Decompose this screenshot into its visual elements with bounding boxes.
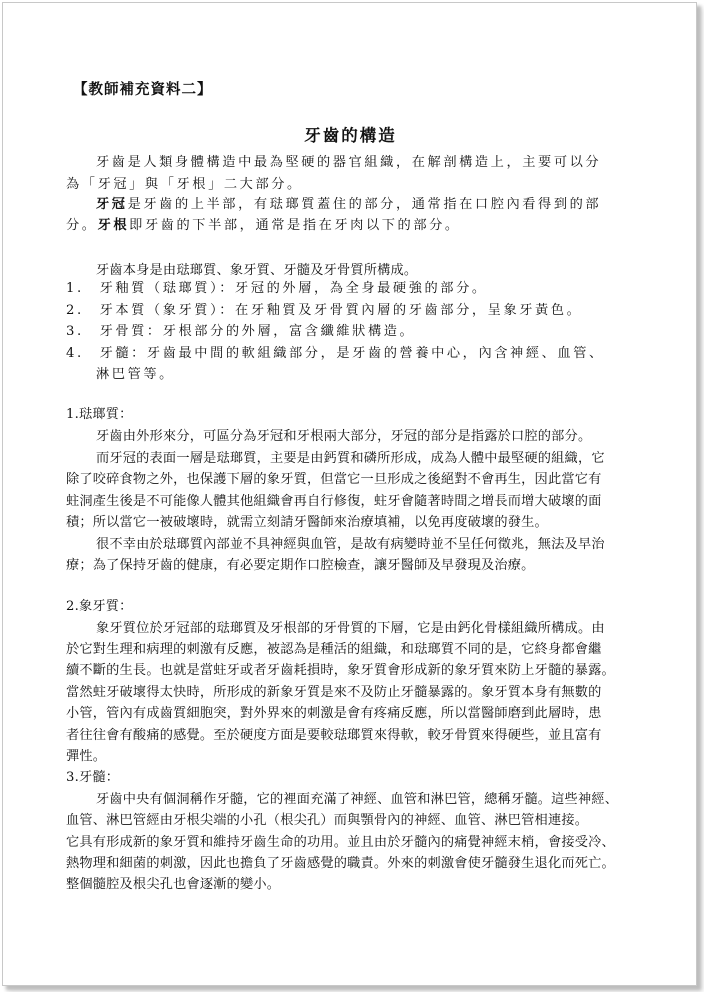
crown-definition-end: 分。: [66, 218, 98, 233]
term-crown: 牙冠: [96, 197, 128, 212]
composition-item-4-cont: 淋巴管等。: [96, 367, 175, 382]
enamel-line-4: 蛀洞產生後是不可能像人體其他組織會再自行修復，蛀牙會隨著時間之增長而增大破壞的面: [66, 494, 602, 509]
pulp-line-1: 牙齒中央有個洞稱作牙髓，它的裡面充滿了神經、血管和淋巴管，總稱牙髓。這些神經、: [96, 792, 619, 807]
composition-lead: 牙齒本身是由琺瑯質、象牙質、牙髓及牙骨質所構成。: [96, 263, 418, 278]
root-definition: 即牙齒的下半部，通常是指在牙肉以下的部分。: [129, 218, 461, 233]
pulp-line-3: 它具有形成新的象牙質和維持牙齒生命的功用。並且由於牙髓內的痛覺神經末梢，會接受冷、: [66, 835, 615, 850]
pulp-line-5: 整個髓腔及根尖孔也會逐漸的變小。: [66, 877, 281, 892]
enamel-line-1: 牙齒由外形來分，可區分為牙冠和牙根兩大部分，牙冠的部分是指露於口腔的部分。: [96, 429, 592, 444]
enamel-line-6: 很不幸由於琺瑯質內部並不具神經與血管，是故有病變時並不呈任何徵兆，無法及早治: [96, 537, 605, 552]
dentin-line-6: 者往往會有酸痛的感覺。至於硬度方面是要較琺瑯質來得軟，較牙骨質來得硬些，並且富有: [66, 728, 602, 743]
intro-line-1: 牙齒是人類身體構造中最為堅硬的器官組織，在解剖構造上，主要可以分: [96, 155, 602, 170]
section-dentin-heading: 2.象牙質：: [66, 599, 133, 614]
page-title: 牙齒的構造: [304, 126, 397, 145]
intro-crown-line: [96, 196, 601, 214]
enamel-line-2: 而牙冠的表面一層是琺瑯質，主要是由鈣質和磷所形成，成為人體中最堅硬的組織，它: [96, 451, 605, 466]
pulp-line-2: 血管、淋巴管經由牙根尖端的小孔（根尖孔）而與顎骨內的神經、血管、淋巴管相連接。: [66, 813, 589, 828]
composition-item-2: 2. 牙本質（象牙質）：在牙釉質及牙骨質內層的牙齒部分，呈象牙黃色。: [66, 303, 583, 318]
term-root: 牙根: [97, 218, 130, 233]
dentin-line-5: 小管，管內有成齒質細胞突，對外界來的刺激是會有疼痛反應，所以當醫師磨到此層時，患: [66, 706, 602, 721]
intro-root-line: [66, 217, 461, 235]
supplement-header: 【教師補充資料二】: [73, 81, 213, 98]
dentin-line-2: 於它對生理和病理的刺激有反應，被認為是種活的組織，和琺瑯質不同的是，它終身都會繼: [66, 642, 602, 657]
enamel-line-5: 積；所以當它一被破壞時，就需立刻請牙醫師來治療填補，以免再度破壞的發生。: [66, 515, 548, 530]
dentin-line-4: 當然蛀牙破壞得太快時，所形成的新象牙質是來不及防止牙髓暴露的。象牙質本身有無數的: [66, 685, 602, 700]
section-pulp-heading: 3.牙髓：: [66, 770, 120, 785]
composition-item-1: 1. 牙釉質（琺瑯質）：牙冠的外層，為全身最硬強的部分。: [66, 281, 488, 296]
composition-item-4: 4. 牙髓：牙齒最中間的軟組織部分，是牙齒的營養中心，內含神經、血管、: [66, 346, 605, 361]
dentin-line-7: 彈性。: [66, 749, 107, 764]
dentin-line-3: 續不斷的生長。也就是當蛀牙或者牙齒耗損時，象牙質會形成新的象牙質來防上牙髓的暴露。: [66, 663, 615, 678]
section-enamel-heading: 1.琺瑯質：: [66, 407, 133, 422]
enamel-line-7: 療；為了保持牙齒的健康，有必要定期作口腔檢查，讓牙醫師及早發現及治療。: [66, 558, 535, 573]
composition-item-3: 3. 牙骨質：牙根部分的外層，富含纖維狀構造。: [66, 324, 416, 339]
pulp-line-4: 熱物理和細菌的刺激，因此也擔負了牙齒感覺的職責。外來的刺激會使牙髓發生退化而死亡。: [66, 856, 615, 871]
intro-line-2: 為「牙冠」與「牙根」二大部分。: [66, 177, 303, 192]
crown-definition: 是牙齒的上半部，有琺瑯質蓋住的部分，通常指在口腔內看得到的部: [127, 197, 602, 212]
dentin-line-1: 象牙質位於牙冠部的琺瑯質及牙根部的牙骨質的下層，它是由鈣化骨樣組織所構成。由: [96, 621, 605, 636]
enamel-line-3: 除了咬碎食物之外，也保護下層的象牙質，但當它一旦形成之後絕對不會再生，因此當它有: [66, 472, 602, 487]
